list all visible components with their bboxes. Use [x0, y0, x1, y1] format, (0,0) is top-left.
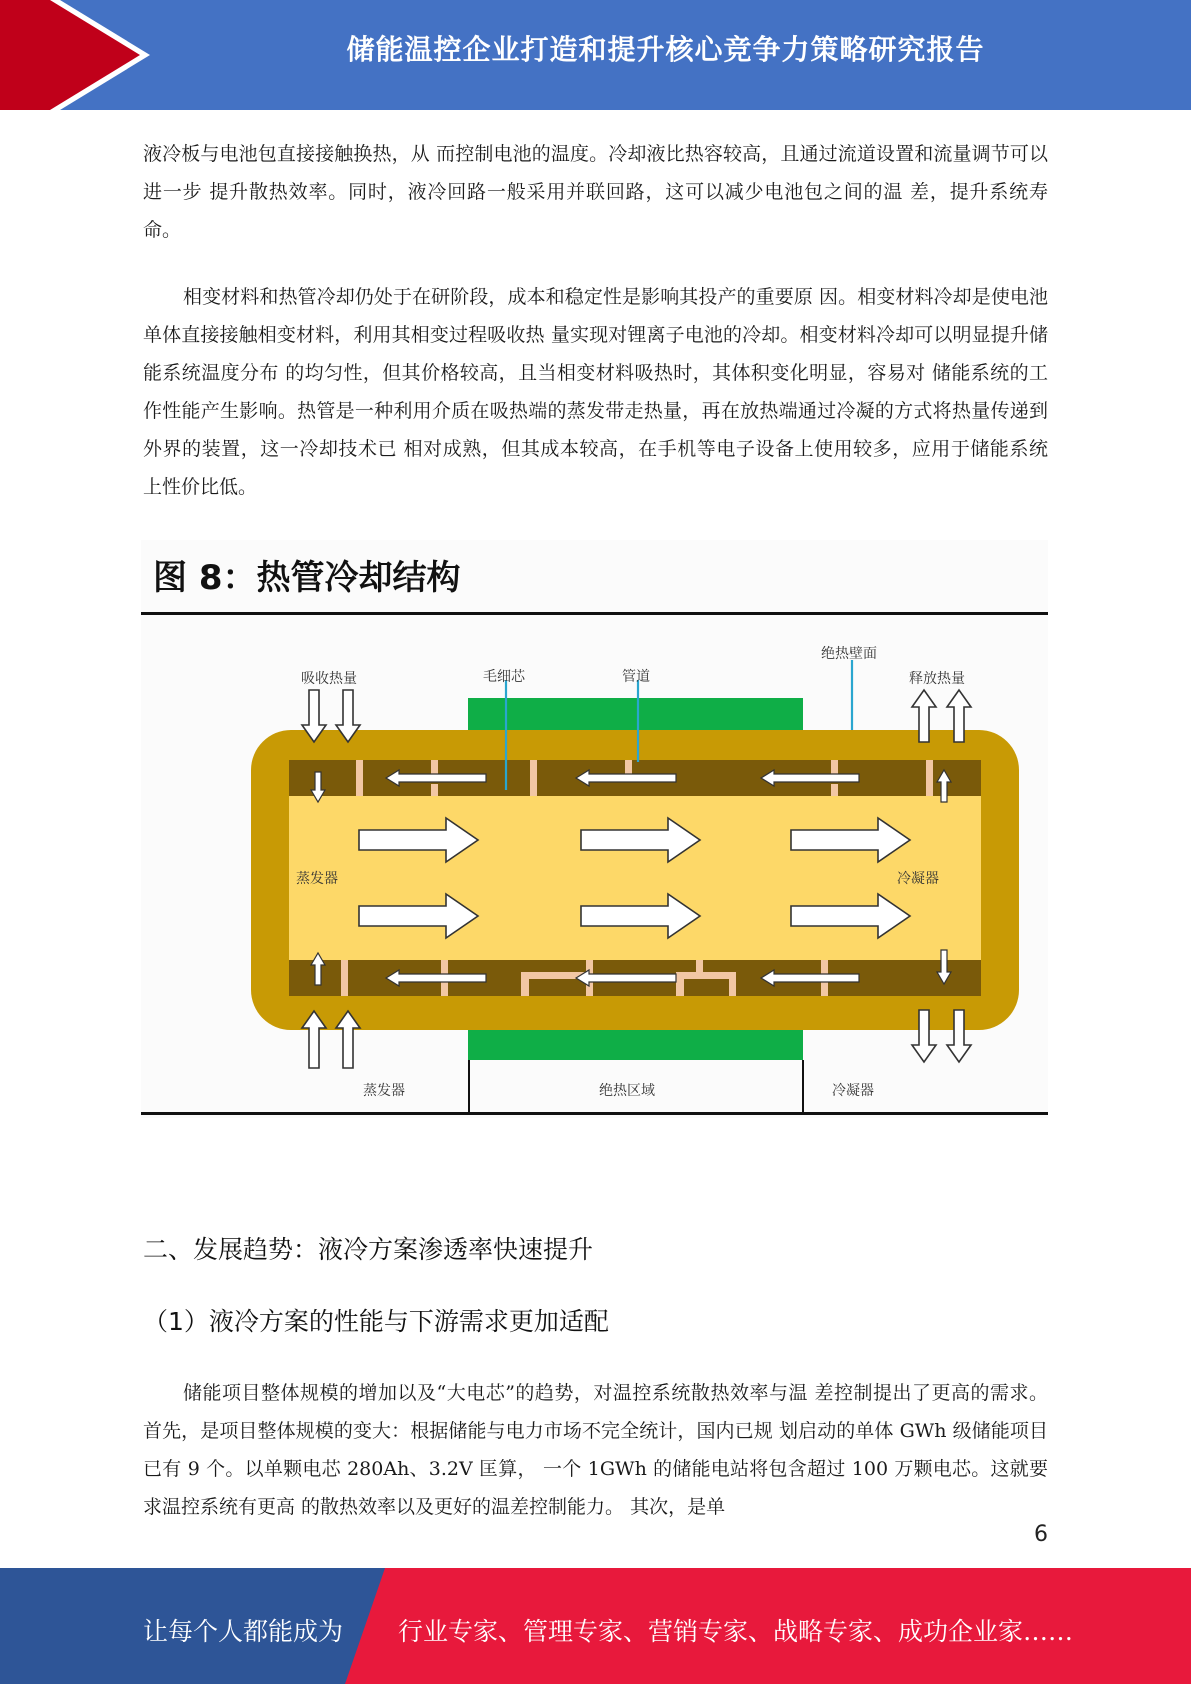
page-footer — [0, 1568, 1191, 1684]
figure-title-rule — [141, 612, 1048, 615]
zone-divider-right — [802, 1060, 804, 1112]
zone-divider-left — [468, 1060, 470, 1112]
footer-slogan-right: 行业专家、管理专家、营销专家、战略专家、成功企业家…… — [398, 1617, 1074, 1646]
page-header — [0, 0, 1191, 110]
section-heading: 二、发展趋势：液冷方案渗透率快速提升 — [143, 1235, 594, 1264]
subsection-heading: （1）液冷方案的性能与下游需求更加适配 — [143, 1307, 609, 1336]
label-evaporator-inner: 蒸发器 — [296, 871, 338, 887]
label-insulated-zone: 绝热区域 — [599, 1083, 655, 1099]
label-release-heat: 释放热量 — [909, 671, 965, 687]
footer-slogan-left: 让每个人都能成为 — [143, 1617, 344, 1646]
page-number: 6 — [1034, 1522, 1048, 1547]
figure-bottom-rule — [141, 1112, 1048, 1115]
label-absorb-heat: 吸收热量 — [301, 671, 357, 687]
paragraph-liquid-cooling: 液冷板与电池包直接接触换热，从 而控制电池的温度。冷却液比热容较高，且通过流道设置和流量调节可以进一步 提升散热效率。同时，液冷回路一般采用并联回路，这可以减少电池包之间的温 差，提升系统寿命。 — [143, 143, 1048, 241]
heat-pipe-diagram — [141, 540, 1048, 1118]
label-condenser-inner: 冷凝器 — [897, 871, 939, 887]
label-pipe: 管道 — [622, 669, 650, 685]
paragraph-phase-change-heat-pipe: 相变材料和热管冷却仍处于在研阶段，成本和稳定性是影响其投产的重要原 因。相变材料冷却是使电池单体直接接触相变材料，利用其相变过程吸收热 量实现对锂离子电池的冷却。相变材料冷却可以明显提升储能系统温度分布 的均匀性，但其价格较高，且当相变材料吸热时，其体积变化明显，容易对 储能系统的工作性能产生影响。热管是一种利用介质在吸热端的蒸发带走热量，再在放热端通过冷凝的方式将热量传递到外界的装置，这一冷却技术已 相对成熟，但其成本较高，在手机等电子设备上使用较多，应用于储能系统 上性价比低。 — [143, 286, 1048, 498]
report-title: 储能温控企业打造和提升核心竞争力策略研究报告 — [346, 33, 985, 66]
label-insulated-wall: 绝热壁面 — [821, 646, 877, 662]
paragraph-demand-trend: 储能项目整体规模的增加以及“大电芯”的趋势，对温控系统散热效率与温 差控制提出了更高的需求。 首先，是项目整体规模的变大：根据储能与电力市场不完全统计，国内已规 划启动的单体 GWh 级储能项目已有 9 个。以单颗电芯 280Ah、3.2V 匡算， 一个 1GWh 的储能电站将包含超过 100 万颗电芯。这就要求温控系统有更高 的散热效率以及更好的温差控制能力。 其次，是单 — [143, 1382, 1048, 1518]
label-capillary-wick: 毛细芯 — [483, 669, 525, 685]
figure-heat-pipe-structure — [141, 540, 1048, 1118]
header-chevron-icon — [0, 0, 160, 110]
figure-title: 图 8：热管冷却结构 — [153, 558, 461, 598]
label-evaporator-zone: 蒸发器 — [363, 1083, 405, 1099]
label-condenser-zone: 冷凝器 — [832, 1083, 874, 1099]
